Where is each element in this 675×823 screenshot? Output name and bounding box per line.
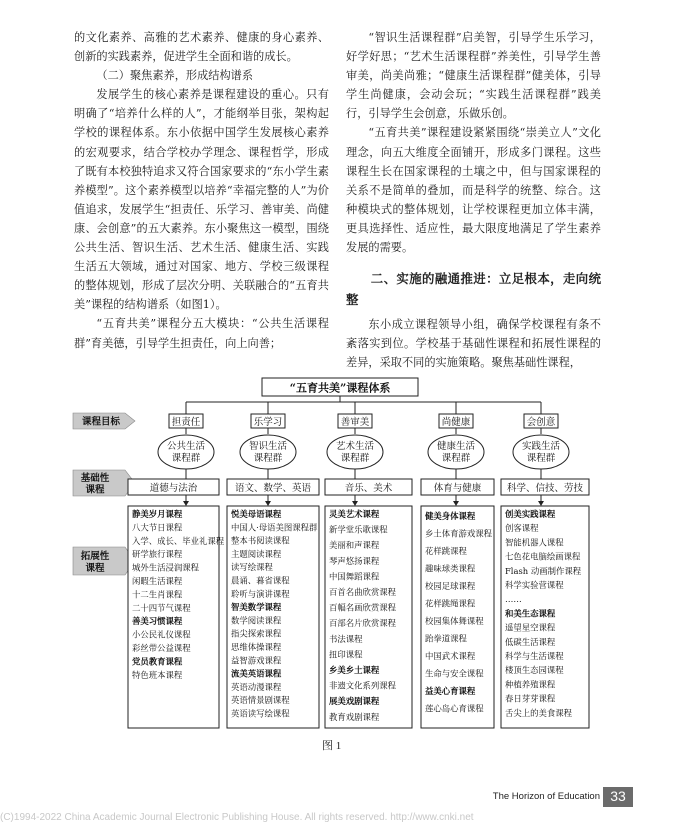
arrow-head [538,501,544,506]
course-item: 静美岁月课程 [132,509,183,519]
course-item: 非遗文化系列课程 [329,680,396,691]
journal-name: The Horizon of Education [492,791,600,802]
paragraph: 发展学生的核心素养是课程建设的重心。只有明确了“培养什么样的人”，才能纲举目张，架构起学校的课程体系。东小依据中国学生发展核心素养的宏观要求，结合学校办学理念、课程哲学，形成了既有本校独特追求又符合国家要求的“东小学生素养模型”。这个素养模型以培养“幸福完整的人”为价值追求，发展学生“担责任、乐学习、善审美、尚健康、会创意”的五大素养。东小聚焦这一模型，围绕公共生活、智识生活、艺术生活、健康生活、实践生活五大领域，通过对国家、地方、学校三级课程的整体规划，形成了层次分明、关联融合的“五育共美”课程的结构谱系（如图1）。 [74,88,329,312]
course-item: 校园足球课程 [425,581,476,591]
course-item: 百部名片欣赏课程 [329,618,396,629]
row-label: 课程 [85,563,105,574]
right-text-column [346,28,601,372]
course-group-label: 课程群 [526,453,556,464]
course-item: 低碳生活课程 [505,636,556,647]
course-group-label: 艺术生活 [335,441,375,452]
course-item: 乡土体育游戏课程 [425,528,492,539]
course-item: 晨诵、暮省课程 [231,575,290,586]
row-label: 课程目标 [81,416,121,428]
course-group-label: 课程群 [253,453,283,464]
subsection-heading: （二）聚焦素养，形成结构谱系 [96,69,254,83]
diagram-title: “五育共美”课程体系 [289,381,391,395]
paragraph: “智识生活课程群”启美智，引导学生乐学习，好学好思；“艺术生活课程群”养美性，引导学生善审美，尚美尚雅；“健康生活课程群”健美体，引导学生尚健康，会动会玩；“实践生活课程群”践美行，引导学生会创意，乐做乐创。 [346,31,601,121]
course-item: 小公民礼仪课程 [132,629,191,640]
course-group-label: 课程群 [171,453,201,464]
paragraph: 的文化素养、高雅的艺术素养、健康的身心素养、创新的实践素养，促进学生全面和谐的成长。 [74,31,329,64]
goal-label: 尚健康 [441,417,471,428]
copyright-notice: (C)1994-2022 China Academic Journal Electronic Publishing House. All rights reserved. http://www.cnki.net [0,812,474,823]
course-item: 遥望星空课程 [505,622,556,633]
course-item: 入学、成长、毕业礼课程 [132,535,225,546]
course-item: 楼顶生态园课程 [505,665,564,676]
course-item: 教育戏剧课程 [329,711,380,722]
goal-label: 会创意 [526,417,556,428]
course-item: 百首名曲欣赏课程 [329,587,396,597]
course-item: 指尖探索课程 [231,628,282,639]
course-item: 读写绘课程 [231,562,273,573]
course-item: Flash 动画制作课程 [505,565,582,576]
course-item: 美丽和声课程 [329,540,380,551]
course-item: 英语情景剧课程 [231,695,290,706]
course-item: 创客课程 [505,523,539,534]
course-item: 善美习惯课程 [132,616,183,627]
figure-caption: 图 1 [322,740,342,752]
arrow-head [453,501,459,506]
course-item: 二十四节气课程 [132,602,191,613]
goal-label: 乐学习 [253,417,283,428]
course-group-label: 实践生活 [521,441,561,452]
course-item: 益美心育课程 [425,686,476,696]
course-item: 舌尖上的美食课程 [505,707,572,718]
course-group-label: 课程群 [340,453,370,464]
paragraph: 东小成立课程领导小组，确保学校课程有条不紊落实到位。学校基于基础性课程和拓展性课程的差异，采取不同的实施策略。聚焦基础性课程， [346,318,601,370]
course-item: 益智游戏课程 [231,655,282,666]
course-item: 特色班本课程 [132,669,183,680]
curriculum-structure-diagram [0,372,675,740]
base-course-label: 体育与健康 [433,483,482,494]
paragraph: “五育共美”课程建设紧紧围绕“崇美立人”文化理念，向五大维度全面铺开，形成多门课程。这些课程生长在国家课程的土壤之中，但与国家课程的关系不是简单的叠加，而是科学的统整、综合。这种模块式的整体规划，让学校课程更加立体丰满，更具选择性、适应性，最大限度地满足了学生素养发展的需要。 [346,126,601,255]
course-item: 党员教育课程 [132,656,183,667]
base-course-label: 语文、数学、英语 [234,483,312,494]
course-item: 闲暇生活课程 [132,576,183,586]
row-label: 拓展性 [80,551,110,562]
course-item: 思维体操课程 [231,642,282,652]
arrow-head [183,501,189,506]
course-item: 中国人·母语美图课程群 [231,522,318,533]
page-number: 33 [610,788,626,804]
course-item: 八大节日课程 [132,522,183,533]
course-item: 健美身体课程 [425,511,476,521]
course-item: 智美数学课程 [231,602,282,613]
course-item: 英语读写绘课程 [231,708,290,719]
course-item: …… [505,594,522,605]
arrow-head [265,501,271,506]
course-item: 新学堂乐歌课程 [329,524,388,535]
goal-label: 担责任 [171,417,201,428]
course-item: 趣味球类课程 [425,563,476,574]
course-item: 中国舞蹈课程 [329,571,380,582]
course-item: 种植养殖课程 [505,679,556,690]
course-item: 科学实验营课程 [505,580,564,590]
course-item: 科学与生活课程 [505,651,564,661]
base-course-label: 科学、信技、劳技 [506,483,584,494]
paragraph: “五育共美”课程分五大模块：“公共生活课程群”育美德，引导学生担责任，向上向善； [74,317,329,350]
course-item: 创美实践课程 [505,509,556,519]
course-item: 中国武术课程 [425,651,476,661]
goal-label: 善审美 [340,417,370,428]
course-item: 百幅名画欣赏课程 [329,602,396,613]
course-item: 校园集体舞课程 [425,616,484,626]
course-item: 英语动漫课程 [231,681,282,692]
course-item: 主题阅读课程 [231,548,282,559]
course-item: 彩丝带公益课程 [132,643,191,653]
course-item: 城外生活浸润课程 [132,562,199,573]
course-item: 七色花电脑绘画课程 [505,551,581,562]
course-item: 整本书阅读课程 [231,535,290,546]
course-group-label: 智识生活 [248,441,288,452]
course-item: 和美生态课程 [505,608,556,619]
course-item: 研学旅行课程 [132,549,183,560]
course-group-label: 课程群 [441,453,471,464]
course-item: 跆拳道课程 [425,633,467,644]
course-item: 数学阅读课程 [231,615,282,626]
course-item: 聆听与演讲课程 [231,588,290,599]
base-course-label: 音乐、美术 [344,483,393,494]
course-group-label: 公共生活 [166,441,206,452]
course-item: 流美英语课程 [231,668,282,679]
course-item: 十二生肖课程 [132,589,183,600]
course-item: 花样跳课程 [425,546,467,556]
row-label: 课程 [85,484,105,496]
arrow-head [352,501,358,506]
course-item: 展美戏剧课程 [329,696,380,707]
course-group-label: 健康生活 [436,441,476,452]
course-item: 春日芽芽课程 [505,693,556,704]
course-item: 悦美母语课程 [231,509,282,519]
course-item: 书法课程 [329,633,363,644]
course-item: 乡美乡土课程 [329,665,380,675]
base-course-label: 道德与法治 [149,483,198,494]
course-item: 花样跳绳课程 [425,598,476,609]
left-text-column [74,28,329,353]
course-item: 灵美艺术课程 [329,509,380,519]
course-item: 莲心岛心育课程 [425,703,484,714]
course-item: 扭印课程 [329,649,363,660]
section-heading: 二、实施的融通推进：立足根本，走向统整 [346,271,601,308]
course-item: 琴声悠扬课程 [329,555,380,566]
course-item: 智能机器人课程 [505,537,564,548]
row-label: 基础性 [80,473,110,484]
course-item: 生命与安全课程 [425,668,484,679]
